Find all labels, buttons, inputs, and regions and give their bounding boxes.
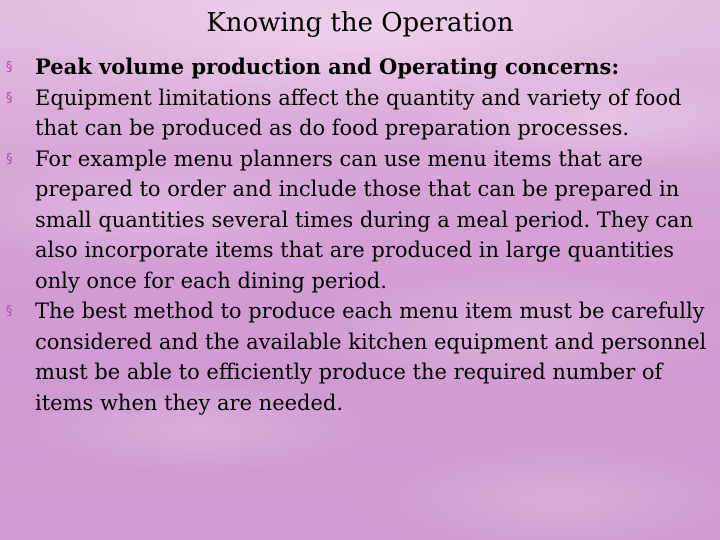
bullet-icon: § <box>6 151 13 167</box>
bullet-item-example <box>6 144 718 297</box>
bullet-text: For example menu planners can use menu items that are prepared to order and include those that can be prepared in small quantities several times during a meal period. They can also incorporate items that are produced in large quantities only once for each dining period. <box>35 146 694 293</box>
bullet-icon: § <box>6 90 13 106</box>
slide-title: Knowing the Operation <box>206 8 514 38</box>
bullet-icon: § <box>6 304 13 319</box>
bullet-text: Equipment limitations affect the quantity and variety of food that can be produced as do food preparation processes. <box>35 85 682 140</box>
bullet-text: The best method to produce each menu item must be carefully considered and the available kitchen equipment and personnel must be able to efficiently produce the required number of items when they are needed. <box>35 299 707 415</box>
bullet-item-equipment <box>6 83 718 144</box>
bullet-icon: § <box>6 60 13 75</box>
bullet-item-peak-volume <box>6 52 718 83</box>
bullet-item-best-method <box>6 296 718 418</box>
bullet-text: Peak volume production and Operating concerns: <box>35 54 620 79</box>
bullet-list <box>6 52 718 418</box>
